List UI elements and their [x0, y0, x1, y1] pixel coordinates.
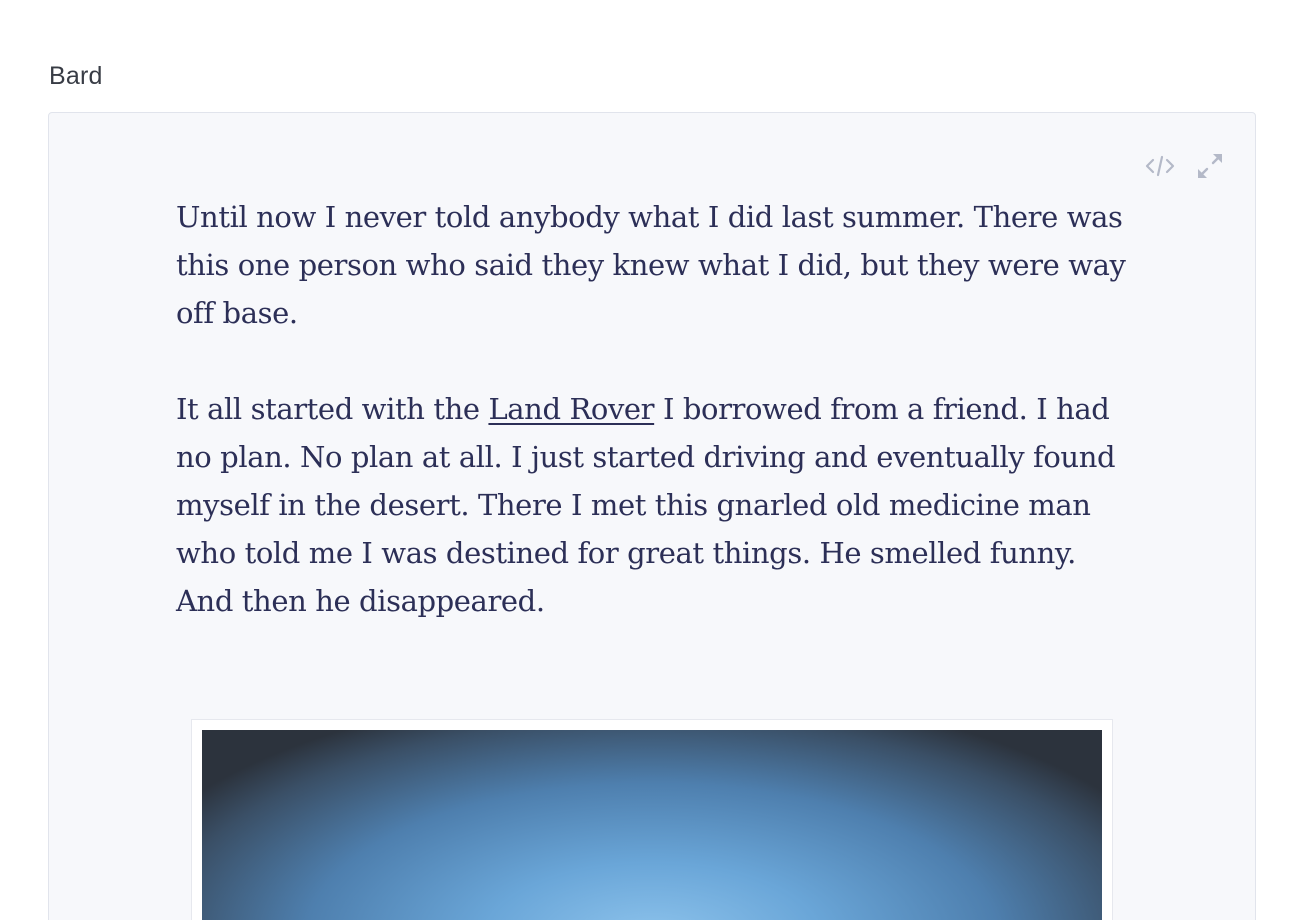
code-icon — [1144, 154, 1176, 178]
editor-content[interactable] — [176, 193, 1136, 673]
bard-editor[interactable] — [48, 112, 1256, 920]
embedded-image[interactable] — [202, 730, 1102, 920]
fullscreen-toggle-button[interactable] — [1193, 149, 1227, 183]
image-figure[interactable] — [191, 719, 1113, 920]
paragraph[interactable]: Until now I never told anybody what I did last summer. There was this one person who said they knew what I did, but they were way off base. — [176, 200, 1126, 330]
expand-icon — [1196, 152, 1224, 180]
paragraph[interactable] — [176, 385, 1136, 625]
paragraph-text: I borrowed from a friend. I had no plan. No plan at all. I just started driving and eventually found myself in the desert. There I met this gnarled old medicine man who told me I was destined for great things. He smelled funny. And then he disappeared. — [176, 392, 1116, 618]
source-toggle-button[interactable] — [1143, 149, 1177, 183]
paragraph-text: It all started with the — [176, 392, 489, 426]
field-label: Bard — [49, 62, 103, 90]
land-rover-link[interactable]: Land Rover — [488, 392, 655, 426]
